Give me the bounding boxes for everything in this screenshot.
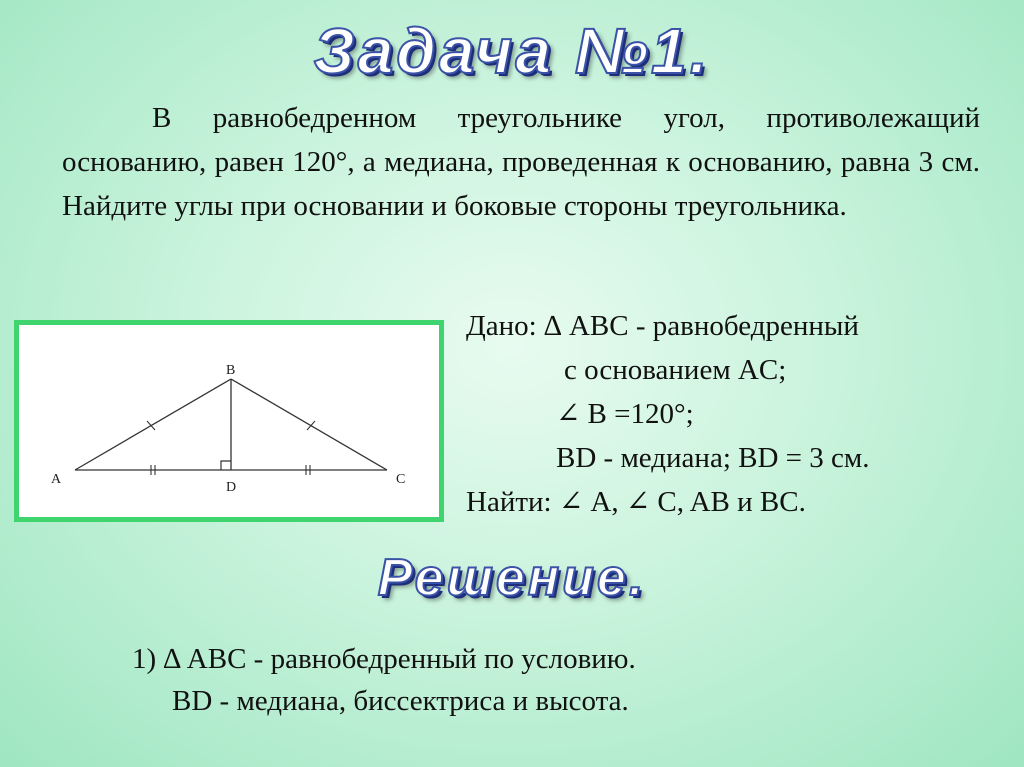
given-line: ∠ B =120°; xyxy=(556,398,694,430)
side-ab xyxy=(75,379,231,470)
given-line: BD - медиана; BD = 3 см. xyxy=(556,442,870,474)
solution-title: Решение. xyxy=(377,549,647,607)
tick-bc xyxy=(307,421,315,430)
find-line: Найти: ∠ A, ∠ C, AB и BC. xyxy=(466,486,806,518)
vertex-label-d: D xyxy=(226,480,237,495)
triangle-diagram xyxy=(19,325,439,517)
slide-title: Задача №1. xyxy=(313,15,711,87)
solution-step-line: BD - медиана, биссектриса и высота. xyxy=(172,685,629,717)
vertex-label-b: B xyxy=(226,363,236,378)
side-bc xyxy=(231,379,387,470)
solution-steps xyxy=(132,638,932,722)
given-block xyxy=(466,304,1016,524)
given-line: Дано: ∆ ABC - равнобедренный xyxy=(466,310,859,342)
triangle-figure xyxy=(14,320,444,522)
vertex-label-a: A xyxy=(51,472,62,487)
given-line: с основанием AC; xyxy=(564,354,787,386)
vertex-label-c: C xyxy=(396,472,406,487)
tick-ab xyxy=(147,421,155,430)
solution-step-line: 1) ∆ ABC - равнобедренный по условию. xyxy=(132,643,636,675)
right-angle-mark xyxy=(221,461,231,470)
problem-statement: В равнобедренном треугольнике угол, противолежащий основанию, равен 120°, а медиана, проведенная к основанию, равна 3 см. Найдите углы при основании и боковые стороны треугольника. xyxy=(62,102,980,222)
